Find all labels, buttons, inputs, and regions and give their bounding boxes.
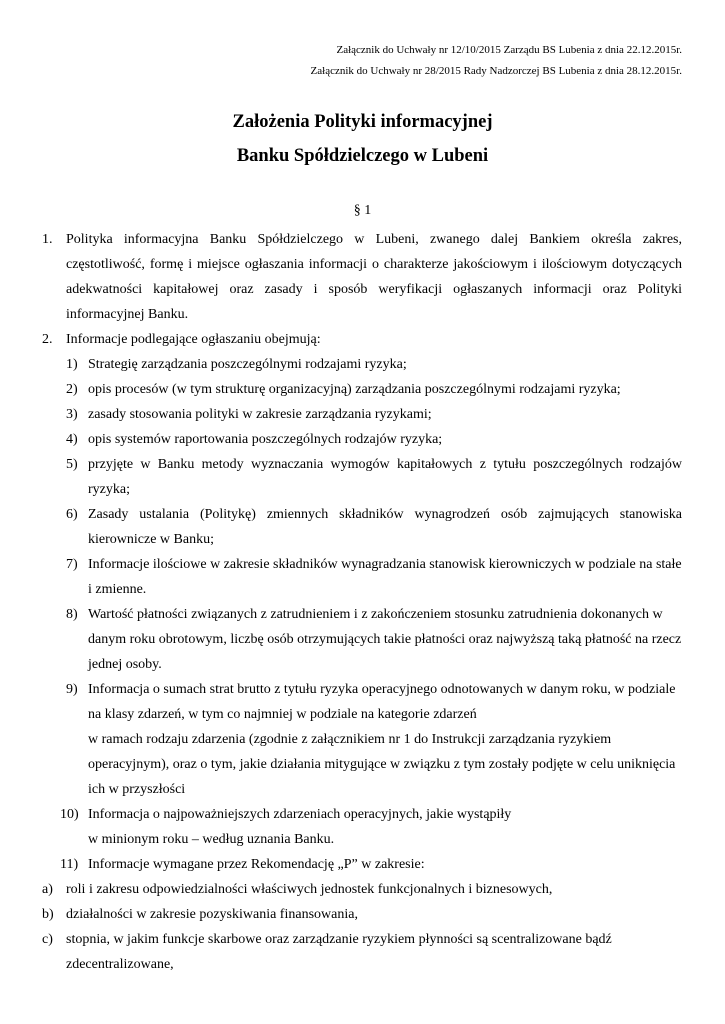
sub-item-text (88, 677, 682, 802)
sub-item-number: 9) (66, 682, 78, 697)
letter-list-item (0, 877, 725, 902)
sub-list-item (0, 402, 725, 427)
item-text: Polityka informacyjna Banku Spółdzielczego w Lubeni, zwanego dalej Bankiem określa zakres, częstotliwość, formę i miejsce ogłaszania informacji o charakterze jakościowym i ilościowym dotyczących adekwatności kapitałowej oraz zasady i sposób weryfikacji ogłaszanych informacji oraz Polityki informacyjnej Banku. (66, 232, 682, 322)
document-title-line-2: Banku Spółdzielczego w Lubeni (236, 146, 489, 166)
letter-list-item (0, 902, 725, 927)
header-line-1: Załącznik do Uchwały nr 12/10/2015 Zarządu BS Lubenia z dnia 22.12.2015r. (336, 44, 682, 56)
sub-item-text: opis systemów raportowania poszczególnych rodzajów ryzyka; (88, 432, 443, 447)
sub-item-number: 7) (66, 557, 78, 572)
sub-item-number: 1) (66, 357, 78, 372)
document-title-line-1: Założenia Polityki informacyjnej (232, 112, 493, 132)
sub-item-text: Informacje ilościowe w zakresie składników wynagradzania stanowisk kierowniczych w podziale na stałe i zmienne. (88, 557, 682, 597)
sub-item-text: zasady stosowania polityki w zakresie zarządzania ryzykami; (88, 407, 432, 422)
text-line: operacyjnym), oraz o tym, jakie działania mitygujące w związku z tym zostały podjęte w celu uniknięcia (88, 757, 676, 772)
document-body (0, 227, 725, 977)
sub-item-number: 8) (66, 607, 78, 622)
text-line: w ramach rodzaju zdarzenia (zgodnie z załącznikiem nr 1 do Instrukcji zarządzania ryzykiem (88, 732, 612, 747)
item-number: 2. (42, 332, 53, 347)
sub-list-item (0, 352, 725, 377)
letter-list-item (0, 927, 725, 977)
text-line: w minionym roku – według uznania Banku. (88, 832, 335, 847)
sub-list-item (0, 427, 725, 452)
text-line: Informacja o najpoważniejszych zdarzeniach operacyjnych, jakie wystąpiły (88, 807, 512, 822)
sub-item-number: 10) (60, 807, 79, 822)
sub-item-text: opis procesów (w tym strukturę organizacyjną) zarządzania poszczególnymi rodzajami ryzyka; (88, 382, 621, 397)
letter-item-text: stopnia, w jakim funkcje skarbowe oraz zarządzanie ryzykiem płynności są scentralizowane bądź zdecentralizowane, (66, 932, 612, 972)
attachment-header (311, 40, 682, 82)
sub-item-text (88, 802, 682, 852)
list-item (0, 227, 725, 327)
paragraph-marker: § 1 (353, 203, 372, 218)
text-line: Informacja o sumach strat brutto z tytułu ryzyka operacyjnego odnotowanych w danym roku, w podziale (88, 682, 676, 697)
letter-marker: b) (42, 907, 54, 922)
sub-item-number: 5) (66, 457, 78, 472)
header-line-2: Załącznik do Uchwały nr 28/2015 Rady Nadzorczej BS Lubenia z dnia 28.12.2015r. (310, 65, 682, 77)
sub-list-item (0, 602, 725, 677)
text-line: ich w przyszłości (88, 782, 186, 797)
sub-item-number: 3) (66, 407, 78, 422)
sub-list-item (0, 552, 725, 602)
sub-list-item (0, 802, 725, 852)
sub-item-number: 4) (66, 432, 78, 447)
letter-item-text: roli i zakresu odpowiedzialności właściwych jednostek funkcjonalnych i biznesowych, (66, 882, 553, 897)
sub-item-number: 11) (60, 857, 79, 872)
sub-item-text: Strategię zarządzania poszczególnymi rodzajami ryzyka; (88, 357, 407, 372)
item-number: 1. (42, 232, 53, 247)
sub-list-item (0, 377, 725, 402)
sub-item-number: 2) (66, 382, 78, 397)
list-item (0, 327, 725, 352)
sub-list-item (0, 677, 725, 802)
letter-marker: a) (42, 882, 53, 897)
sub-item-text: przyjęte w Banku metody wyznaczania wymogów kapitałowych z tytułu poszczególnych rodzajów ryzyka; (88, 457, 682, 497)
sub-list-item (0, 852, 725, 877)
letter-item-text: działalności w zakresie pozyskiwania finansowania, (66, 907, 358, 922)
sub-item-text: Zasady ustalania (Politykę) zmiennych składników wynagrodzeń osób zajmujących stanowiska kierownicze w Banku; (88, 507, 682, 547)
letter-marker: c) (42, 932, 53, 947)
sub-item-text: Informacje wymagane przez Rekomendację „P” w zakresie: (88, 857, 425, 872)
text-line: na klasy zdarzeń, w tym co najmniej w podziale na kategorie zdarzeń (88, 707, 477, 722)
sub-item-number: 6) (66, 507, 78, 522)
item-text: Informacje podlegające ogłaszaniu obejmują: (66, 332, 321, 347)
sub-item-text: Wartość płatności związanych z zatrudnieniem i z zakończeniem stosunku zatrudnienia dokonanych w danym roku obrotowym, liczbę osób otrzymujących takie płatności oraz najwyższą taką płatność na rzecz jednej osoby. (88, 607, 682, 672)
sub-list-item (0, 502, 725, 552)
sub-list-item (0, 452, 725, 502)
